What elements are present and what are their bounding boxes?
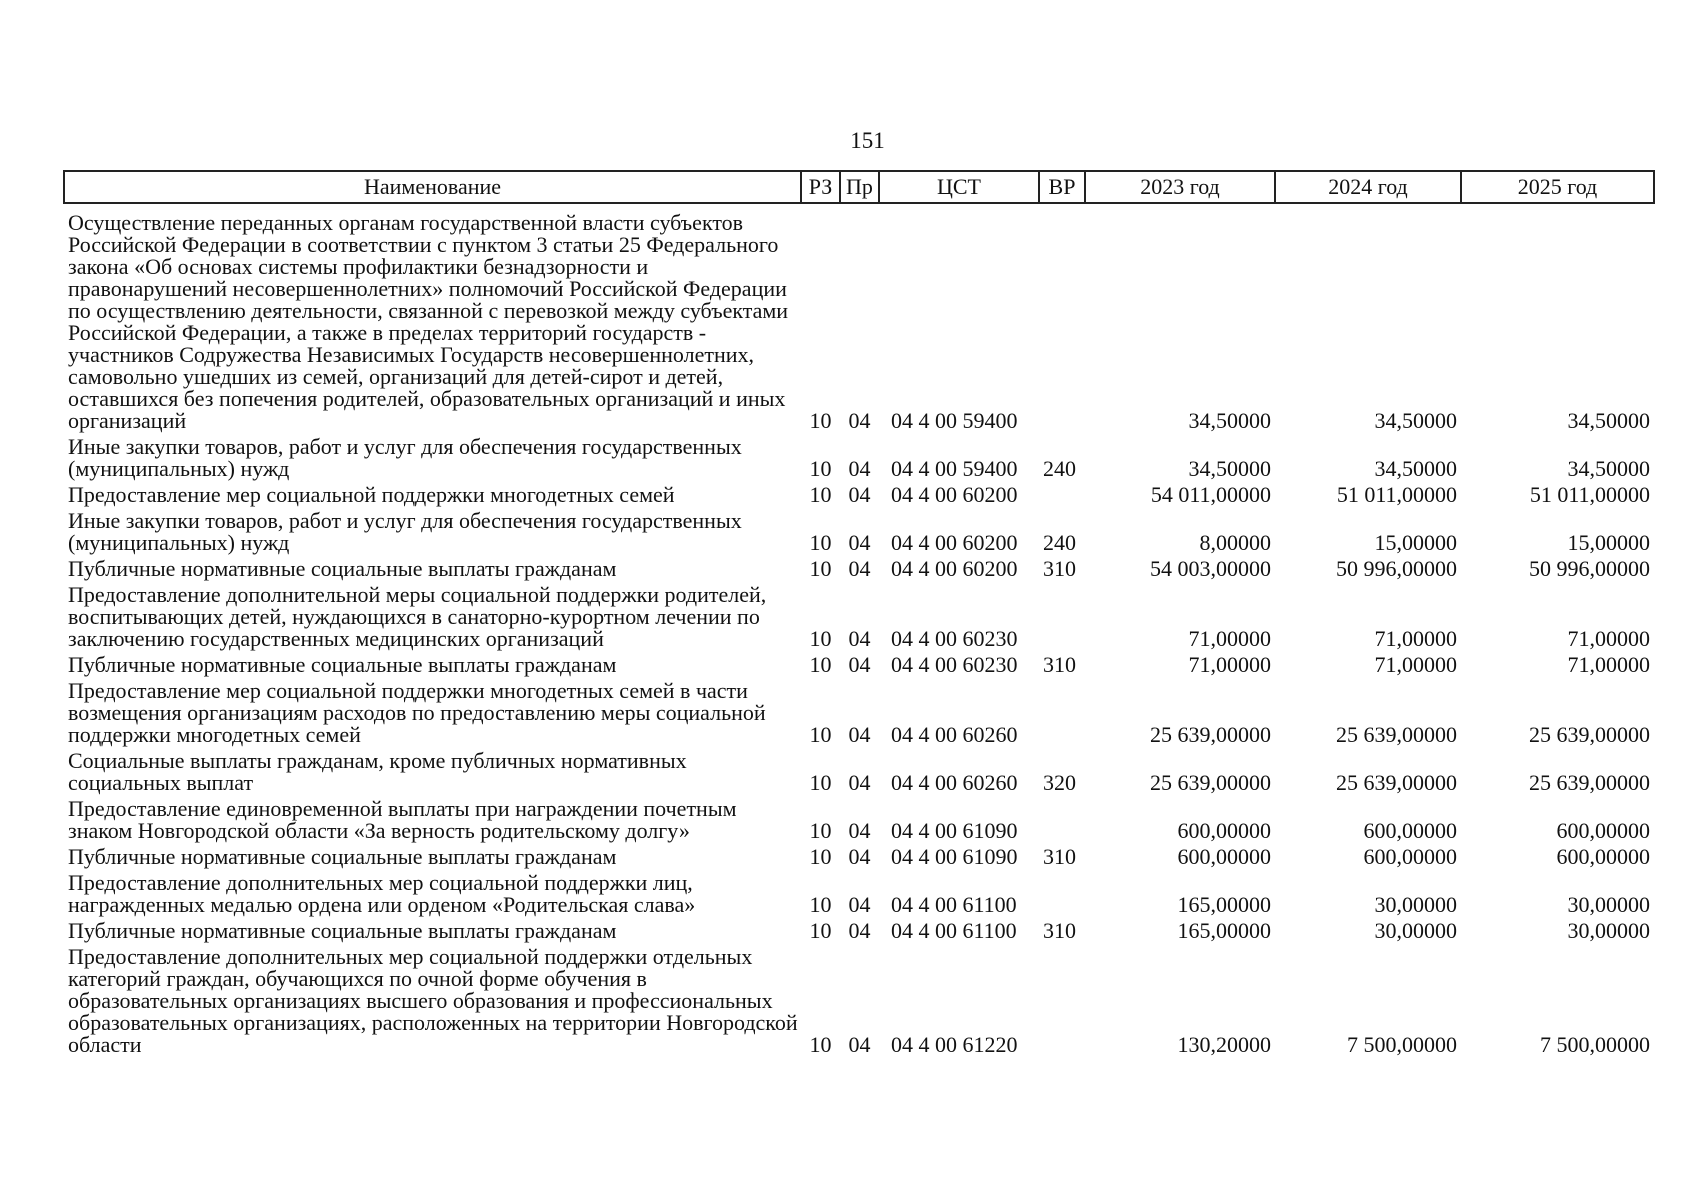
row-pr: 04 [848,626,871,651]
budget-table [63,170,1655,1058]
row-2025: 600,00000 [1556,844,1650,869]
row-rz: 10 [809,770,832,795]
row-2025: 50 996,00000 [1529,556,1650,581]
row-2023: 54 003,00000 [1150,556,1271,581]
row-2024: 34,50000 [1374,408,1457,433]
row-cst: 04 4 00 61100 [891,918,1017,943]
row-rz: 10 [809,892,832,917]
row-cst: 04 4 00 60200 [891,530,1018,555]
header-name: Наименование [64,171,801,203]
row-vr: 310 [1043,844,1076,869]
row-cst: 04 4 00 60200 [891,482,1018,507]
header-cst: ЦСТ [879,171,1039,203]
table-row [64,508,1654,556]
row-cst: 04 4 00 60230 [891,652,1018,677]
table-row [64,870,1654,918]
header-2023: 2023 год [1085,171,1275,203]
row-cst: 04 4 00 60260 [891,722,1018,747]
row-name: Публичные нормативные социальные выплаты гражданам [68,652,617,677]
row-2023: 165,00000 [1177,892,1271,917]
header-2025: 2025 год [1461,171,1654,203]
row-rz: 10 [809,652,832,677]
row-name: Публичные нормативные социальные выплаты гражданам [68,556,617,581]
row-cst: 04 4 00 61090 [891,818,1018,843]
row-cst: 04 4 00 59400 [891,408,1018,433]
row-vr [1039,870,1085,918]
row-name: Социальные выплаты гражданам, кроме публичных нормативных социальных выплат [68,748,687,795]
row-rz: 10 [809,530,832,555]
row-cst: 04 4 00 61220 [891,1032,1018,1057]
table-row [64,918,1654,944]
row-2023: 34,50000 [1188,408,1271,433]
row-pr: 04 [848,530,871,555]
table-row [64,434,1654,482]
row-2025: 25 639,00000 [1529,722,1650,747]
table-row [64,482,1654,508]
row-pr: 04 [848,1032,871,1057]
header-rz: РЗ [801,171,840,203]
row-2023: 8,00000 [1199,530,1271,555]
row-2024: 50 996,00000 [1336,556,1457,581]
row-name: Публичные нормативные социальные выплаты гражданам [68,844,617,869]
row-2023: 130,20000 [1177,1032,1271,1057]
row-2025: 71,00000 [1567,626,1650,651]
table-row [64,944,1654,1058]
row-name: Публичные нормативные социальные выплаты гражданам [68,918,617,943]
row-2025: 600,00000 [1556,818,1650,843]
row-2023: 71,00000 [1188,626,1271,651]
row-vr [1039,482,1085,508]
row-name: Осуществление переданных органам государственной власти субъектов Российской Федерации в соответствии с пунктом 3 статьи 25 Федерального закона «Об основах системы профилактики безнадзорности и правонарушений несовершеннолетних» полномочий Российской Федерации по осуществлению деятельности, связанной с перевозкой между субъектами Российской Федерации, а также в пределах территорий государств - участников Содружества Независимых Государств несовершеннолетних, самовольно ушедших из семей, организаций для детей-сирот и детей, оставшихся без попечения родителей, образовательных организаций и иных организаций [68,210,789,433]
row-2025: 7 500,00000 [1540,1032,1650,1057]
row-rz: 10 [809,722,832,747]
row-2025: 15,00000 [1567,530,1650,555]
row-2025: 30,00000 [1567,918,1650,943]
row-2024: 25 639,00000 [1336,722,1457,747]
row-2023: 34,50000 [1188,456,1271,481]
row-2025: 71,00000 [1567,652,1650,677]
row-vr [1039,582,1085,652]
row-pr: 04 [848,918,871,943]
row-2024: 34,50000 [1374,456,1457,481]
row-2024: 71,00000 [1374,626,1457,651]
row-vr: 240 [1043,456,1076,481]
row-pr: 04 [848,818,871,843]
row-vr [1039,203,1085,434]
row-pr: 04 [848,652,871,677]
table-row [64,796,1654,844]
table-row [64,678,1654,748]
row-pr: 04 [848,408,871,433]
row-cst: 04 4 00 60200 [891,556,1018,581]
row-name: Предоставление дополнительной меры социальной поддержки родителей, воспитывающих детей, нуждающихся в санаторно-курортном лечении по заключению государственных медицинских организаций [68,582,767,651]
row-2023: 25 639,00000 [1150,722,1271,747]
row-2025: 30,00000 [1567,892,1650,917]
row-vr: 320 [1043,770,1076,795]
header-pr: Пр [840,171,879,203]
row-2024: 600,00000 [1363,844,1457,869]
table-row [64,652,1654,678]
table-body [64,203,1654,1058]
row-vr [1039,678,1085,748]
row-2023: 600,00000 [1177,818,1271,843]
row-name: Иные закупки товаров, работ и услуг для обеспечения государственных (муниципальных) нужд [68,508,742,555]
row-2024: 600,00000 [1363,818,1457,843]
row-name: Предоставление дополнительных мер социальной поддержки отдельных категорий граждан, обучающихся по очной форме обучения в образовательных организациях высшего образования и профессиональных образовательных организациях, расположенных на территории Новгородской области [68,944,798,1057]
row-pr: 04 [848,556,871,581]
row-rz: 10 [809,626,832,651]
row-2024: 15,00000 [1374,530,1457,555]
table-row [64,582,1654,652]
row-2024: 25 639,00000 [1336,770,1457,795]
row-2025: 25 639,00000 [1529,770,1650,795]
table-row [64,844,1654,870]
row-pr: 04 [848,722,871,747]
header-2024: 2024 год [1275,171,1461,203]
row-2024: 7 500,00000 [1347,1032,1457,1057]
row-vr [1039,796,1085,844]
row-vr: 240 [1043,530,1076,555]
row-cst: 04 4 00 61090 [891,844,1018,869]
page-number: 151 [850,128,885,153]
row-2025: 51 011,00000 [1529,482,1650,507]
row-rz: 10 [809,918,832,943]
row-2024: 30,00000 [1374,892,1457,917]
row-rz: 10 [809,408,832,433]
row-vr: 310 [1043,556,1076,581]
row-cst: 04 4 00 60230 [891,626,1018,651]
row-pr: 04 [848,844,871,869]
row-cst: 04 4 00 59400 [891,456,1018,481]
row-pr: 04 [848,770,871,795]
row-rz: 10 [809,556,832,581]
row-cst: 04 4 00 61100 [891,892,1017,917]
row-name: Предоставление мер социальной поддержки многодетных семей [68,482,675,507]
row-2024: 71,00000 [1374,652,1457,677]
row-cst: 04 4 00 60260 [891,770,1018,795]
header-vr: ВР [1039,171,1085,203]
row-pr: 04 [848,456,871,481]
row-vr: 310 [1043,918,1076,943]
table-header [64,171,1654,203]
table-row [64,556,1654,582]
row-rz: 10 [809,844,832,869]
row-pr: 04 [848,482,871,507]
row-2025: 34,50000 [1567,408,1650,433]
row-2023: 25 639,00000 [1150,770,1271,795]
row-vr [1039,944,1085,1058]
row-2023: 165,00000 [1177,918,1271,943]
row-name: Предоставление дополнительных мер социальной поддержки лиц, награжденных медалью ордена или орденом «Родительская слава» [68,870,696,917]
row-rz: 10 [809,818,832,843]
table-row [64,748,1654,796]
row-2023: 600,00000 [1177,844,1271,869]
row-rz: 10 [809,1032,832,1057]
row-2025: 34,50000 [1567,456,1650,481]
row-rz: 10 [809,456,832,481]
row-2023: 71,00000 [1188,652,1271,677]
row-name: Предоставление мер социальной поддержки многодетных семей в части возмещения организациям расходов по предоставлению меры социальной поддержки многодетных семей [68,678,766,747]
row-2024: 51 011,00000 [1336,482,1457,507]
row-2023: 54 011,00000 [1150,482,1271,507]
row-name: Предоставление единовременной выплаты при награждении почетным знаком Новгородской области «За верность родительскому долгу» [68,796,737,843]
row-name: Иные закупки товаров, работ и услуг для обеспечения государственных (муниципальных) нужд [68,434,742,481]
table-row [64,203,1654,434]
row-pr: 04 [848,892,871,917]
row-2024: 30,00000 [1374,918,1457,943]
row-vr: 310 [1043,652,1076,677]
row-rz: 10 [809,482,832,507]
